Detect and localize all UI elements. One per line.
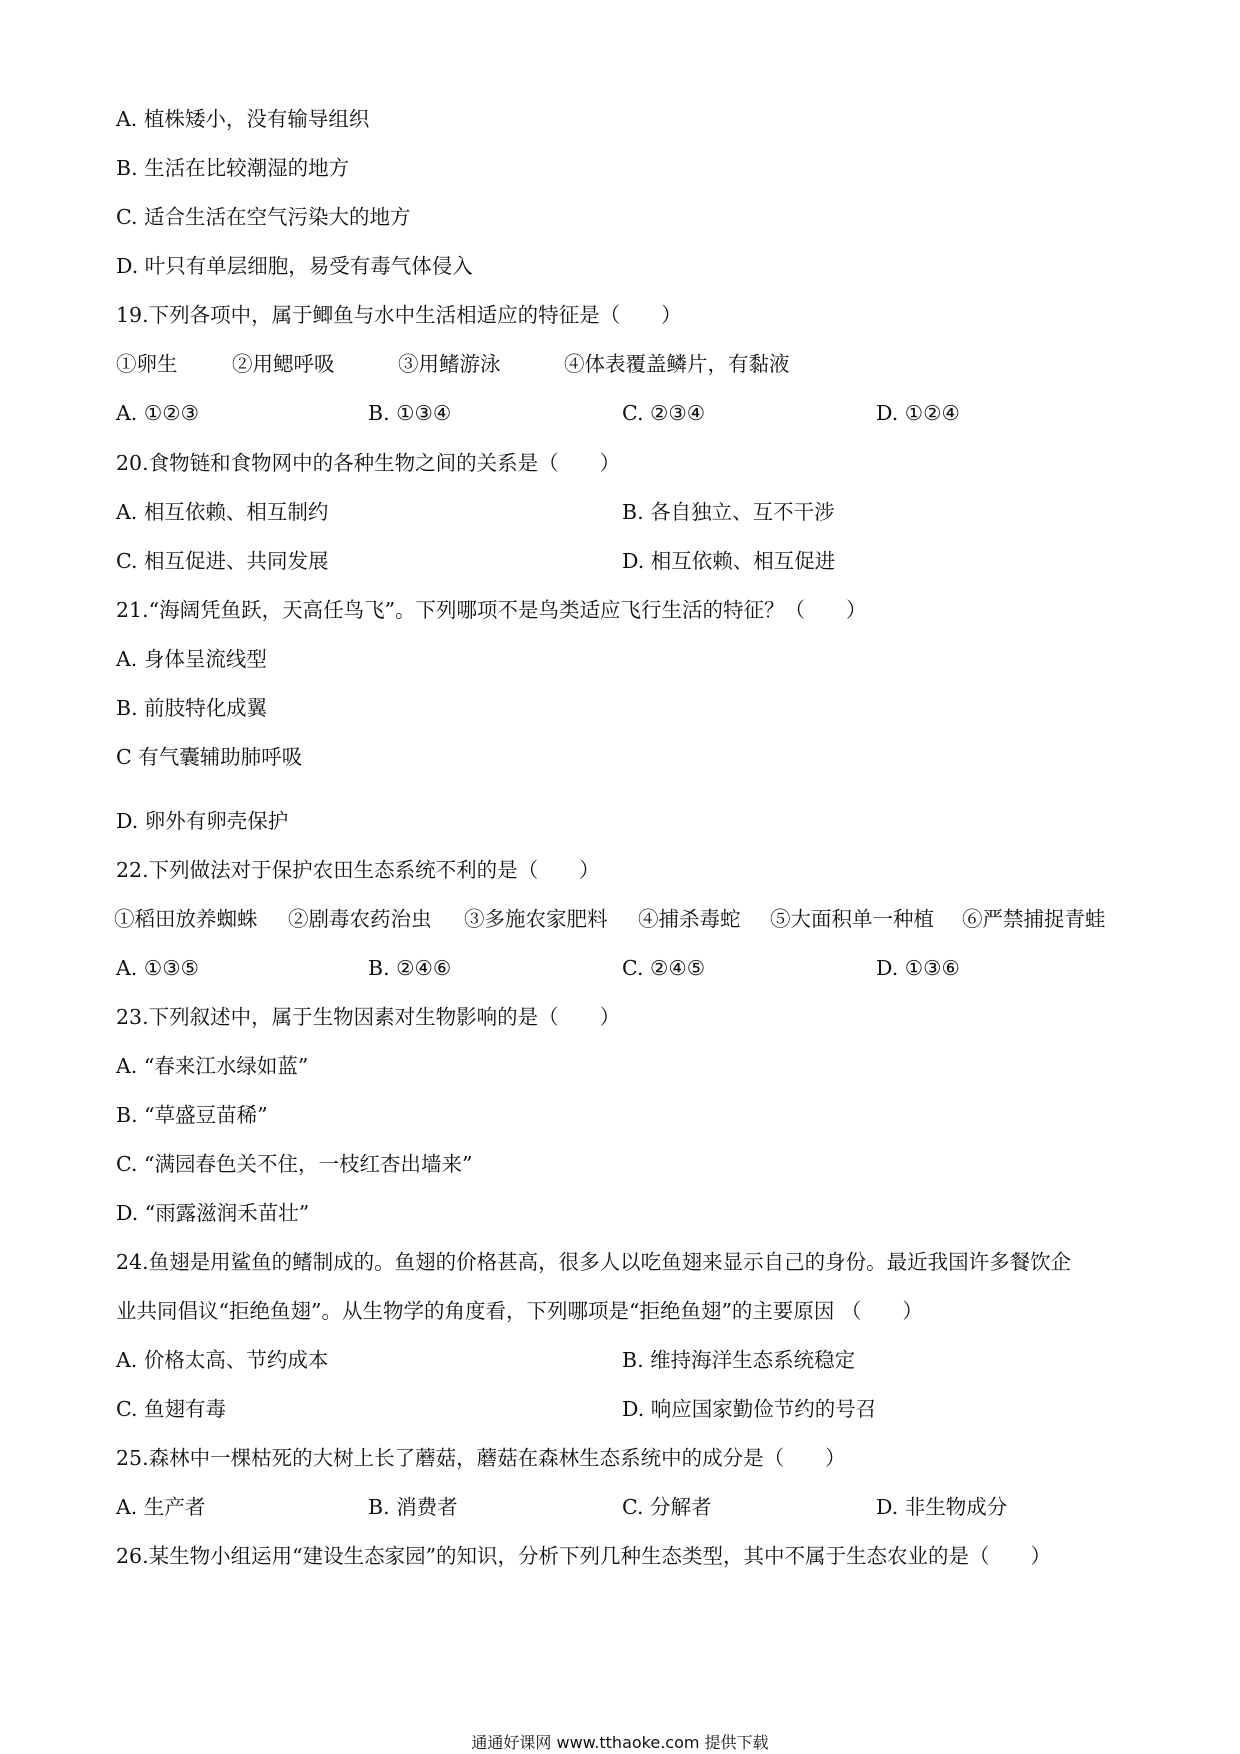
q25-option-b: B. 消费者	[368, 1495, 458, 1519]
q25-option-c: C. 分解者	[622, 1495, 712, 1519]
q21-option-a: A. 身体呈流线型	[116, 647, 267, 671]
q19-stem: 19.下列各项中，属于鲫鱼与水中生活相适应的特征是（ ）	[116, 303, 682, 327]
q22-item-2: ②剧毒农药治虫	[288, 907, 432, 931]
q24-stem-line-2: 业共同倡议“拒绝鱼翅”。从生物学的角度看，下列哪项是“拒绝鱼翅”的主要原因 （ ）	[116, 1299, 923, 1323]
q22-option-d: D. ①③⑥	[876, 956, 960, 980]
q20-option-d: D. 相互依赖、相互促进	[622, 549, 836, 573]
q25-stem: 25.森林中一棵枯死的大树上长了蘑菇，蘑菇在森林生态系统中的成分是（ ）	[116, 1446, 846, 1470]
q22-option-c: C. ②④⑤	[622, 956, 706, 980]
q22-stem: 22.下列做法对于保护农田生态系统不利的是（ ）	[116, 858, 600, 882]
q19-option-d: D. ①②④	[876, 401, 960, 425]
q22-option-a: A. ①③⑤	[116, 956, 199, 980]
q23-option-d: D. “雨露滋润禾苗壮”	[116, 1201, 310, 1225]
q24-option-d: D. 响应国家勤俭节约的号召	[622, 1397, 877, 1421]
q22-item-6: ⑥严禁捕捉青蛙	[962, 907, 1106, 931]
q18-option-c: C. 适合生活在空气污染大的地方	[116, 205, 411, 229]
q19-item-2: ②用鳃呼吸	[232, 352, 335, 376]
q19-item-3: ③用鳍游泳	[398, 352, 501, 376]
q20-option-c: C. 相互促进、共同发展	[116, 549, 329, 573]
q20-option-a: A. 相互依赖、相互制约	[116, 500, 329, 524]
q26-stem: 26.某生物小组运用“建设生态家园”的知识，分析下列几种生态类型，其中不属于生态农业的是（ ）	[116, 1544, 1052, 1568]
q21-option-d: D. 卵外有卵壳保护	[116, 809, 289, 833]
q21-stem: 21.“海阔凭鱼跃，天高任鸟飞”。下列哪项不是鸟类适应飞行生活的特征？（ ）	[116, 598, 867, 622]
q20-stem: 20.食物链和食物网中的各种生物之间的关系是（ ）	[116, 451, 621, 475]
q18-option-b: B. 生活在比较潮湿的地方	[116, 156, 350, 180]
q19-item-1: ①卵生	[116, 352, 178, 376]
q21-option-c: C 有气囊辅助肺呼吸	[116, 745, 303, 769]
q19-option-a: A. ①②③	[116, 401, 199, 425]
q18-option-d: D. 叶只有单层细胞，易受有毒气体侵入	[116, 254, 473, 278]
q19-option-b: B. ①③④	[368, 401, 452, 425]
q23-option-a: A. “春来江水绿如蓝”	[116, 1054, 309, 1078]
q25-option-a: A. 生产者	[116, 1495, 206, 1519]
q22-item-3: ③多施农家肥料	[464, 907, 608, 931]
q24-option-b: B. 维持海洋生态系统稳定	[622, 1348, 856, 1372]
q22-item-5: ⑤大面积单一种植	[770, 907, 934, 931]
q22-item-1: ①稻田放养蜘蛛	[114, 907, 258, 931]
page-footer: 通通好课网 www.tthaoke.com 提供下载	[471, 1733, 769, 1752]
q23-stem: 23.下列叙述中，属于生物因素对生物影响的是（ ）	[116, 1005, 621, 1029]
q20-option-b: B. 各自独立、互不干涉	[622, 500, 835, 524]
q24-stem-line-1: 24.鱼翅是用鲨鱼的鳍制成的。鱼翅的价格甚高，很多人以吃鱼翅来显示自己的身份。最近我国许多餐饮企	[116, 1250, 1072, 1274]
q22-item-4: ④捕杀毒蛇	[638, 907, 741, 931]
q18-option-a: A. 植株矮小，没有输导组织	[116, 107, 370, 131]
q24-option-a: A. 价格太高、节约成本	[116, 1348, 329, 1372]
q22-option-b: B. ②④⑥	[368, 956, 452, 980]
q21-option-b: B. 前肢特化成翼	[116, 696, 268, 720]
q25-option-d: D. 非生物成分	[876, 1495, 1008, 1519]
q23-option-b: B. “草盛豆苗稀”	[116, 1103, 268, 1127]
q23-option-c: C. “满园春色关不住，一枝红杏出墙来”	[116, 1152, 473, 1176]
q19-option-c: C. ②③④	[622, 401, 706, 425]
q24-option-c: C. 鱼翅有毒	[116, 1397, 226, 1421]
q19-item-4: ④体表覆盖鳞片，有黏液	[564, 352, 790, 376]
